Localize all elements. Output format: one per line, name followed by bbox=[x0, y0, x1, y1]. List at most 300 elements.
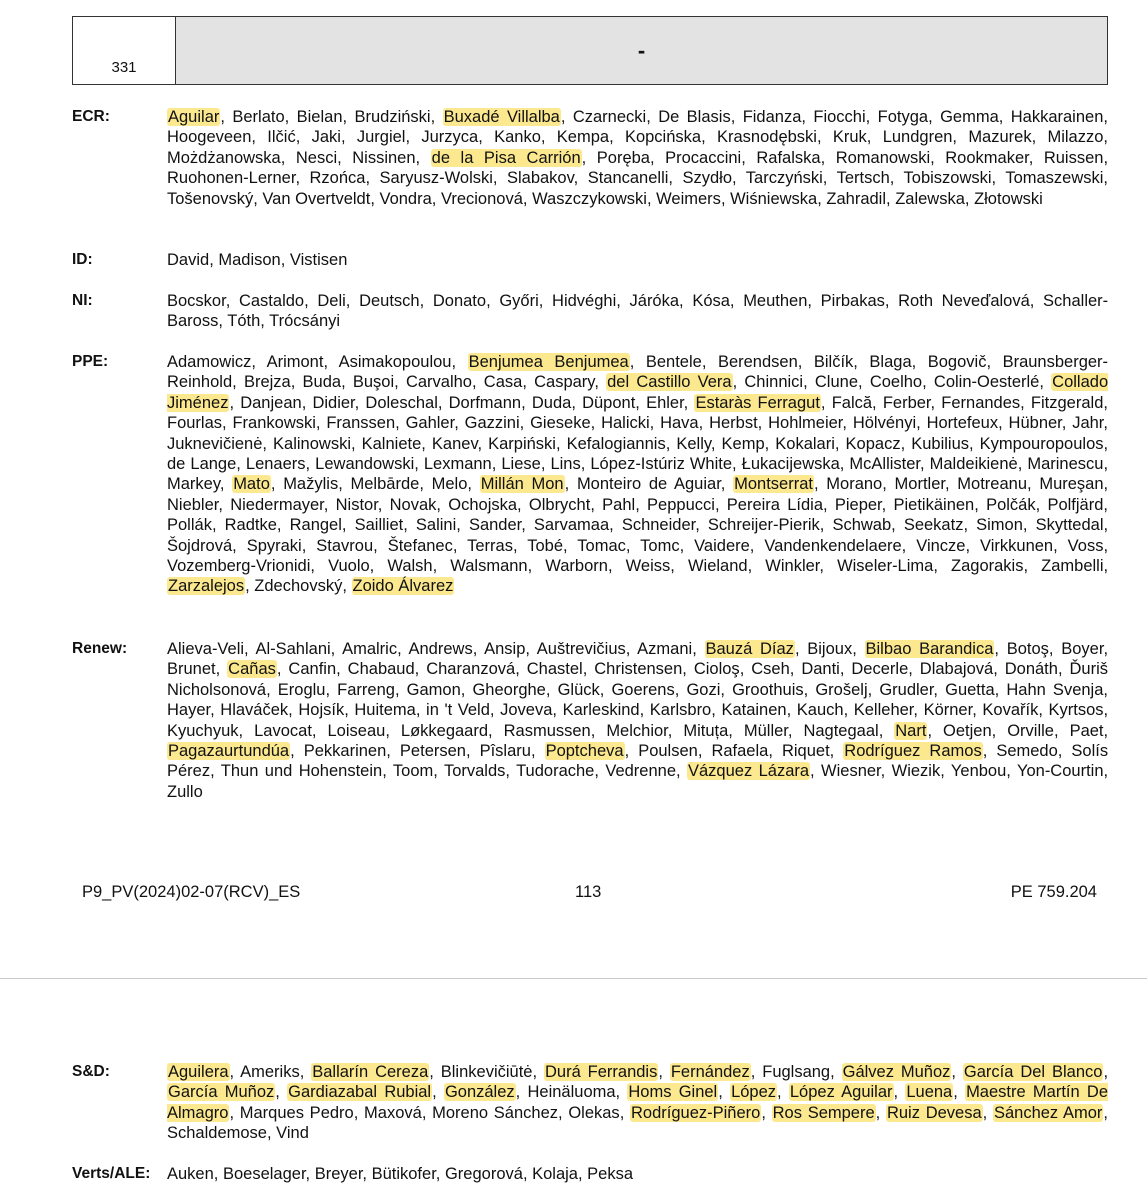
member-name: Terras bbox=[467, 536, 513, 555]
member-name: Hidvéghi bbox=[552, 292, 617, 310]
member-name: Pahl bbox=[602, 495, 636, 514]
member-name: Karpiński bbox=[488, 434, 556, 453]
member-name: Dlabajová bbox=[919, 660, 994, 679]
member-name: Kyuchyuk bbox=[167, 721, 239, 740]
group-ppe bbox=[72, 352, 1108, 597]
member-name: Braunsberger-Reinhold bbox=[167, 353, 1109, 392]
member-name: Kefalogiannis bbox=[566, 434, 666, 453]
member-name: Niebler bbox=[167, 495, 219, 514]
member-name: Canfin bbox=[288, 660, 337, 679]
member-name: Maestre Martín De Almagro bbox=[167, 1083, 1108, 1122]
member-name: Bilbao Barandica bbox=[865, 640, 994, 658]
member-name: Zalewska bbox=[895, 189, 965, 208]
member-name: Bentele bbox=[645, 353, 702, 371]
member-name: Jurgiel bbox=[356, 128, 406, 147]
member-name: Bogovič bbox=[927, 353, 987, 371]
member-name: Roth Neveďalová bbox=[898, 292, 1030, 310]
member-name: Gamon bbox=[406, 680, 461, 699]
member-name: Skyttedal bbox=[1035, 516, 1104, 535]
member-name: Alieva-Veli bbox=[167, 640, 245, 658]
member-name: Mituța bbox=[683, 721, 729, 740]
member-name: Hoogeveen bbox=[167, 128, 252, 147]
member-name: Montserrat bbox=[734, 475, 813, 494]
member-name: Blaga bbox=[869, 353, 912, 371]
member-name: Didier bbox=[312, 393, 355, 412]
member-name: Madison bbox=[218, 251, 281, 269]
member-name: Breyer bbox=[314, 1165, 363, 1183]
member-name: Schreijer-Pierik bbox=[707, 516, 820, 535]
member-name: Kanev bbox=[431, 434, 478, 453]
member-name: Azmani bbox=[637, 640, 693, 658]
member-name: Kósa bbox=[692, 292, 730, 310]
member-name: García Del Blanco bbox=[963, 1063, 1103, 1081]
member-name: Castaldo bbox=[238, 292, 305, 310]
member-name: Casa bbox=[483, 373, 523, 392]
member-name: Motreanu bbox=[957, 475, 1028, 494]
member-name: Ďuriš Nicholsonová bbox=[167, 660, 1109, 699]
member-name: del Castillo Vera bbox=[607, 373, 732, 392]
member-name: Schwab bbox=[832, 516, 892, 535]
member-name: Halicki bbox=[601, 414, 650, 433]
member-name: Pirbakas bbox=[820, 292, 885, 310]
member-name: Joveva bbox=[500, 701, 553, 720]
member-list: Adamowicz, Arimont, Asimakopoulou, Benjumea Benjumea, Bentele, Berendsen, Bilčík, Blaga, Bogovič, Braunsberger-Reinhold, Brejza, Buda, Buşoi, Carvalho, Casa, Caspary, del Castillo Vera, Chinnici, Clune, Coelho, Colin-Oesterlé, Collado Jiménez, Danjean, Didier, Doleschal, Dorfmann, Duda, Düpont, Ehler, Estaràs Ferragut, Falcă, Ferber, Fernandes, Fitzgerald, Fourlas, Frankowski, Franssen, Gahler, Gazzini, Gieseke, Halicki, Hava, Herbst, Hohlmeier, Hölvényi, Hortefeux, Hübner, Jahr, Juknevičienė, Kalinowski, Kalniete, Kanev, Karpiński, Kefalogiannis, Kelly, Kemp, Kokalari, Kopacz, Kubilius, Kympouropoulos, de Lange, Lenaers, Lewandowski, Lexmann, Liese, Lins, López-Istúriz White, Łukacijewska, McAllister, Maldeikienė, Marinescu, Markey, Mato, Mažylis, Melbārde, Melo, Millán Mon, Monteiro de Aguiar, Montserrat, Morano, Mortler, Motreanu, Mureşan, Niebler, Niedermayer, Nistor, Novak, Ochojska, Olbrycht, Pahl, Peppucci, Pereira Lídia, Pieper, Pietikäinen, Polčák, Polfjärd, Pollák, Radtke, Rangel, Sailliet, Salini, Sander, Sarvamaa, Schneider, Schreijer-Pierik, Schwab, Seekatz, Simon, Skyttedal, Šojdrová, Spyraki, Stavrou, Štefanec, Terras, Tobé, Tomac, Tomc, Vaidere, Vandenkendelaere, Vincze, Virkkunen, Voss, Vozemberg-Vrionidi, Vuolo, Walsh, Walsmann, Warborn, Weiss, Wieland, Winkler, Wiseler-Lima, Zagorakis, Zambelli, Zarzalejos, Zdechovský, Zoido Álvarez bbox=[167, 353, 1109, 596]
member-name: Virkkunen bbox=[980, 536, 1054, 555]
member-name: Sailliet bbox=[354, 516, 404, 535]
member-name: Schaller-Baross bbox=[167, 292, 1109, 331]
member-name: Clune bbox=[814, 373, 859, 392]
member-name: Van Overtveldt bbox=[262, 189, 371, 208]
member-name: Peppucci bbox=[647, 495, 715, 514]
member-name: Gregorová bbox=[444, 1165, 523, 1183]
member-name: Vuolo bbox=[328, 557, 370, 576]
member-name: Schaldemose bbox=[167, 1124, 267, 1143]
member-name: Rasmussen bbox=[503, 721, 591, 740]
member-name: Vázquez Lázara bbox=[687, 762, 810, 781]
member-name: Vistisen bbox=[289, 251, 348, 269]
member-name: Jaki bbox=[311, 128, 341, 147]
member-name: Coelho bbox=[869, 373, 923, 392]
member-name: Złotowski bbox=[974, 189, 1043, 208]
member-name: Vincze bbox=[916, 536, 966, 555]
member-name: Tomaszewski bbox=[1005, 169, 1104, 188]
member-name: Donato bbox=[432, 292, 487, 310]
member-name: Cañas bbox=[228, 660, 276, 679]
member-name: López-Istúriz White bbox=[590, 455, 733, 474]
member-name: Jurzyca bbox=[421, 128, 479, 147]
member-name: Weimers bbox=[656, 189, 721, 208]
member-name: Tobiszowski bbox=[903, 169, 992, 188]
member-name: Fiocchi bbox=[813, 108, 866, 126]
member-name: Buda bbox=[302, 373, 342, 392]
member-name: Benjumea Benjumea bbox=[468, 353, 629, 371]
member-name: Heinäluoma bbox=[527, 1083, 616, 1102]
member-name: Poulsen bbox=[638, 742, 698, 761]
member-name: Ros Sempere bbox=[772, 1103, 875, 1122]
member-name: Seekatz bbox=[903, 516, 964, 535]
member-name: Wiseler-Lima bbox=[837, 557, 934, 576]
member-name: Pereira Lídia bbox=[726, 495, 824, 514]
member-list: Bocskor, Castaldo, Deli, Deutsch, Donato, Győri, Hidvéghi, Járóka, Kósa, Meuthen, Pirbakas, Roth Neveďalová, Schaller-Baross, Tóth, Trócsányi bbox=[167, 292, 1109, 331]
member-name: Chabaud bbox=[347, 660, 415, 679]
member-name: Petersen bbox=[399, 742, 466, 761]
member-name: Berendsen bbox=[717, 353, 798, 371]
member-name: Nistor bbox=[335, 495, 378, 514]
member-name: Kempa bbox=[556, 128, 610, 147]
member-name: Yon-Courtin bbox=[1016, 762, 1104, 781]
member-name: Marinescu bbox=[1027, 455, 1104, 474]
member-name: Paet bbox=[1069, 721, 1104, 740]
member-name: Müller bbox=[743, 721, 788, 740]
member-name: Walsmann bbox=[450, 557, 528, 576]
member-name: Adamowicz bbox=[167, 353, 252, 371]
group-id bbox=[72, 250, 1108, 270]
member-name: Thun und Hohenstein bbox=[220, 762, 383, 781]
member-name: Farreng bbox=[337, 680, 395, 699]
member-name: Vondra bbox=[379, 189, 432, 208]
member-name: Salini bbox=[415, 516, 457, 535]
group-label: Verts/ALE: bbox=[72, 1165, 151, 1182]
member-name: Saryusz-Wolski bbox=[379, 169, 493, 188]
member-name: Herbst bbox=[709, 414, 758, 433]
member-name: Jahr bbox=[1072, 414, 1104, 433]
member-name: Kauch bbox=[796, 701, 844, 720]
member-name: Arimont bbox=[266, 353, 324, 371]
group-ni bbox=[72, 291, 1108, 332]
group-ecr bbox=[72, 107, 1108, 209]
member-name: Lexmann bbox=[423, 455, 492, 474]
group-label: ID: bbox=[72, 251, 93, 268]
document-reference: P9_PV(2024)02-07(RCV)_ES bbox=[82, 883, 301, 901]
member-name: Blinkevičiūtė bbox=[440, 1063, 533, 1081]
member-name: Kokalari bbox=[775, 434, 835, 453]
member-name: Falcă bbox=[831, 393, 873, 412]
member-name: Pekkarinen bbox=[303, 742, 387, 761]
member-name: Hahn Svenja bbox=[1006, 680, 1104, 699]
member-name: Huitema bbox=[354, 701, 416, 720]
member-name: Pagazaurtundúa bbox=[168, 742, 290, 761]
member-name: Kubilius bbox=[911, 434, 970, 453]
member-name: Kruk bbox=[832, 128, 867, 147]
member-name: Moreno Sánchez bbox=[432, 1103, 559, 1122]
member-name: Możdżanowska bbox=[167, 148, 281, 167]
member-name: Gazzini bbox=[464, 414, 520, 433]
group-label: S&D: bbox=[72, 1063, 110, 1080]
member-name: Hortefeux bbox=[926, 414, 999, 433]
member-name: Donáth bbox=[1004, 660, 1058, 679]
member-name: Asimakopoulou bbox=[338, 353, 452, 371]
member-name: Warborn bbox=[545, 557, 608, 576]
member-name: Luena bbox=[906, 1083, 953, 1102]
member-name: Kympouropoulos bbox=[979, 434, 1104, 453]
member-name: López Aguilar bbox=[789, 1083, 893, 1102]
member-name: Hohlmeier bbox=[768, 414, 843, 433]
member-name: Melo bbox=[431, 475, 468, 494]
member-name: Cioloş bbox=[693, 660, 740, 679]
member-name: Tošenovský bbox=[167, 189, 254, 208]
member-name: Goerens bbox=[611, 680, 675, 699]
member-name: Eroglu bbox=[277, 680, 326, 699]
member-name: Aguilera bbox=[168, 1063, 229, 1081]
member-name: Fernández bbox=[670, 1063, 750, 1081]
member-name: Boyer bbox=[1061, 640, 1104, 658]
member-name: Gozi bbox=[686, 680, 721, 699]
member-name: Cseh bbox=[751, 660, 790, 679]
group-label: PPE: bbox=[72, 353, 109, 370]
member-name: Frankowski bbox=[232, 414, 316, 433]
member-name: Poptcheva bbox=[545, 742, 624, 761]
member-name: Štefanec bbox=[387, 536, 453, 555]
member-name: Walsh bbox=[387, 557, 433, 576]
member-name: Tobé bbox=[527, 536, 564, 555]
member-name: Andrews bbox=[408, 640, 473, 658]
member-name: Hölvényi bbox=[852, 414, 917, 433]
member-name: Hava bbox=[660, 414, 699, 433]
member-name: Deli bbox=[317, 292, 346, 310]
member-name: Ruissen bbox=[1043, 148, 1104, 167]
member-name: Aguilar bbox=[168, 108, 220, 126]
member-name: Simon bbox=[976, 516, 1023, 535]
member-name: Brudziński bbox=[354, 108, 431, 126]
member-name: Ochojska bbox=[448, 495, 518, 514]
member-name: Auštrevičius bbox=[536, 640, 626, 658]
group-sd bbox=[72, 1062, 1108, 1144]
member-name: Vaidere bbox=[694, 536, 750, 555]
member-name: Duda bbox=[531, 393, 572, 412]
member-name: Niedermayer bbox=[230, 495, 324, 514]
member-name: Grudler bbox=[879, 680, 934, 699]
member-name: David bbox=[167, 251, 210, 269]
member-name: Hakkarainen bbox=[1010, 108, 1104, 126]
page-footer bbox=[82, 883, 1097, 905]
group-label: NI: bbox=[72, 292, 93, 309]
member-name: Franssen bbox=[326, 414, 396, 433]
member-name: Sánchez Amor bbox=[993, 1103, 1103, 1122]
member-name: Fourlas bbox=[167, 414, 223, 433]
member-name: Mazurek bbox=[968, 128, 1032, 147]
member-name: Brejza bbox=[243, 373, 291, 392]
member-name: Ilčić bbox=[267, 128, 296, 147]
member-name: de Lange bbox=[167, 455, 237, 474]
member-name: Colin-Oesterlé bbox=[933, 373, 1040, 392]
member-name: Ameriks bbox=[240, 1063, 300, 1081]
member-name: Kanko bbox=[494, 128, 541, 147]
member-name: Karleskind bbox=[562, 701, 640, 720]
member-name: Mažylis bbox=[283, 475, 339, 494]
member-name: Millán Mon bbox=[480, 475, 564, 494]
member-name: Hojsík bbox=[298, 701, 345, 720]
member-name: Markey bbox=[167, 475, 220, 494]
member-name: Lundgren bbox=[882, 128, 953, 147]
member-name: Sarvamaa bbox=[533, 516, 610, 535]
member-name: Carvalho bbox=[405, 373, 472, 392]
member-name: Stavrou bbox=[316, 536, 374, 555]
member-name: Kyrtsos bbox=[1048, 701, 1104, 720]
member-name: Fitzgerald bbox=[1030, 393, 1104, 412]
member-name: Sander bbox=[468, 516, 522, 535]
member-name: Fotyga bbox=[877, 108, 929, 126]
member-name: Fuglsang bbox=[762, 1063, 831, 1081]
vote-header-box bbox=[72, 16, 1108, 85]
member-name: Wieland bbox=[687, 557, 748, 576]
group-verts-ale bbox=[72, 1164, 1108, 1184]
member-name: Liese bbox=[501, 455, 541, 474]
member-name: Schneider bbox=[621, 516, 696, 535]
member-name: Fernandes bbox=[941, 393, 1021, 412]
member-name: Hübner bbox=[1008, 414, 1062, 433]
member-name: Czarnecki bbox=[572, 108, 647, 126]
member-name: Riquet bbox=[781, 742, 830, 761]
member-name: Rangel bbox=[289, 516, 342, 535]
member-name: Tarczyński bbox=[745, 169, 823, 188]
member-name: Gheorghe bbox=[472, 680, 546, 699]
member-name: Danti bbox=[801, 660, 840, 679]
member-name: Romanowski bbox=[835, 148, 931, 167]
member-name: Bütikofer bbox=[371, 1165, 436, 1183]
member-name: Tomac bbox=[577, 536, 626, 555]
group-label: ECR: bbox=[72, 108, 110, 125]
member-name: Kelly bbox=[676, 434, 711, 453]
member-name: Győri bbox=[499, 292, 539, 310]
member-name: Auken bbox=[167, 1165, 214, 1183]
member-name: Spyraki bbox=[246, 536, 302, 555]
member-name: Zullo bbox=[167, 782, 203, 801]
vote-result: - bbox=[176, 17, 1107, 84]
member-name: Radtke bbox=[224, 516, 277, 535]
member-name: Weiss bbox=[625, 557, 671, 576]
member-name: Amalric bbox=[342, 640, 398, 658]
member-name: Torvalds bbox=[443, 762, 506, 781]
member-name: Marques Pedro bbox=[239, 1103, 354, 1122]
member-name: Wiśniewska bbox=[730, 189, 818, 208]
member-name: Rafalska bbox=[756, 148, 821, 167]
member-name: Ballarín Cereza bbox=[312, 1063, 429, 1081]
member-name: Nart bbox=[895, 721, 927, 740]
member-name: Monteiro de Aguiar bbox=[576, 475, 721, 494]
member-name: Nesci bbox=[295, 148, 338, 167]
member-name: Łukacijewska bbox=[741, 455, 840, 474]
member-name: Stancanelli bbox=[587, 169, 669, 188]
member-name: Grošelj bbox=[815, 680, 868, 699]
member-name: Rafaela bbox=[711, 742, 769, 761]
member-name: Oetjen bbox=[943, 721, 992, 740]
member-name: López bbox=[731, 1083, 777, 1102]
member-name: Tudorache bbox=[516, 762, 595, 781]
member-name: Polfjärd bbox=[1047, 495, 1104, 514]
member-name: Glück bbox=[557, 680, 600, 699]
member-name: Peksa bbox=[587, 1165, 634, 1183]
member-name: Krasnodębski bbox=[716, 128, 817, 147]
member-name: Hlaváček bbox=[220, 701, 289, 720]
member-name: Estaràs Ferragut bbox=[695, 393, 820, 412]
member-name: Pîslaru bbox=[479, 742, 531, 761]
member-name: Vind bbox=[276, 1124, 309, 1143]
member-name: Decerle bbox=[851, 660, 909, 679]
member-name: Tertsch bbox=[836, 169, 890, 188]
member-name: Vedrenne bbox=[605, 762, 676, 781]
member-name: Pieper bbox=[834, 495, 882, 514]
member-name: Charanzová bbox=[426, 660, 516, 679]
member-name: Lavocat bbox=[254, 721, 312, 740]
member-name: Melchior bbox=[606, 721, 668, 740]
member-name: Trócsányi bbox=[269, 312, 341, 331]
member-name: Vandenkendelaere bbox=[764, 536, 902, 555]
member-name: Rzońca bbox=[309, 169, 366, 188]
member-name: Groothuis bbox=[732, 680, 804, 699]
member-name: Gardiazabal Rubial bbox=[288, 1083, 432, 1102]
member-name: McAllister bbox=[849, 455, 921, 474]
member-name: Caspary bbox=[534, 373, 595, 392]
member-name: Lenaers bbox=[245, 455, 306, 474]
member-name: Chastel bbox=[526, 660, 583, 679]
group-renew bbox=[72, 639, 1108, 802]
pe-number: PE 759.204 bbox=[1010, 883, 1097, 901]
member-name: Gemma bbox=[940, 108, 999, 126]
member-list: Aguilera, Ameriks, Ballarín Cereza, Blinkevičiūtė, Durá Ferrandis, Fernández, Fuglsang, Gálvez Muñoz, García Del Blanco, García Muñoz, Gardiazabal Rubial, González, Heinäluoma, Homs Ginel, López, López Aguilar, Luena, Maestre Martín De Almagro, Marques Pedro, Maxová, Moreno Sánchez, Olekas, Rodríguez-Piñero, Ros Sempere, Ruiz Devesa, Sánchez Amor, Schaldemose, Vind bbox=[167, 1063, 1109, 1143]
member-name: Wiesner bbox=[821, 762, 881, 781]
member-name: Juknevičienė bbox=[167, 434, 263, 453]
member-name: Homs Ginel bbox=[628, 1083, 718, 1102]
member-name: Voss bbox=[1067, 536, 1104, 555]
member-name: Kopacz bbox=[845, 434, 901, 453]
member-list: David, Madison, Vistisen bbox=[167, 251, 348, 269]
member-name: Procaccini bbox=[665, 148, 742, 167]
member-name: Kalniete bbox=[361, 434, 422, 453]
member-name: Ehler bbox=[646, 393, 684, 412]
member-name: Solís Pérez bbox=[167, 742, 1109, 781]
member-name: Katainen bbox=[721, 701, 787, 720]
member-name: Šojdrová bbox=[167, 536, 233, 555]
member-name: Olekas bbox=[568, 1103, 620, 1122]
member-name: Doleschal bbox=[365, 393, 438, 412]
member-name: García Muñoz bbox=[168, 1083, 275, 1102]
member-name: González bbox=[444, 1083, 515, 1102]
member-name: Bocskor bbox=[167, 292, 226, 310]
member-name: Milazzo bbox=[1047, 128, 1104, 147]
member-name: Yenbou bbox=[950, 762, 1007, 781]
member-name: Mato bbox=[233, 475, 270, 494]
member-name: Rookmaker bbox=[945, 148, 1029, 167]
member-name: Melbārde bbox=[350, 475, 420, 494]
member-name: Zagorakis bbox=[951, 557, 1024, 576]
member-name: Wiezik bbox=[891, 762, 941, 781]
member-name: Körner bbox=[923, 701, 973, 720]
member-name: Bauzá Díaz bbox=[705, 640, 794, 658]
member-name: Fidanza bbox=[742, 108, 802, 126]
member-name: Tóth bbox=[227, 312, 261, 331]
page-break-divider bbox=[0, 978, 1147, 979]
member-name: Slabakov bbox=[506, 169, 574, 188]
member-name: Novak bbox=[389, 495, 437, 514]
member-name: Ruohonen-Lerner bbox=[167, 169, 296, 188]
member-name: Winkler bbox=[765, 557, 820, 576]
member-name: Gieseke bbox=[530, 414, 591, 433]
member-name: Semedo bbox=[996, 742, 1058, 761]
member-name: Polčák bbox=[986, 495, 1036, 514]
member-name: Zambelli bbox=[1041, 557, 1104, 576]
member-name: Tomc bbox=[640, 536, 680, 555]
member-name: Loiseau bbox=[327, 721, 386, 740]
member-name: Mortler bbox=[894, 475, 945, 494]
member-name: Waszczykowski bbox=[532, 189, 647, 208]
member-name: Düpont bbox=[582, 393, 636, 412]
member-name: Toom bbox=[392, 762, 434, 781]
member-name: Bijoux bbox=[807, 640, 853, 658]
member-name: Kovařík bbox=[982, 701, 1039, 720]
member-name: Botoş bbox=[1006, 640, 1049, 658]
member-name: Vozemberg-Vrionidi bbox=[167, 557, 311, 576]
group-label: Renew: bbox=[72, 640, 128, 657]
